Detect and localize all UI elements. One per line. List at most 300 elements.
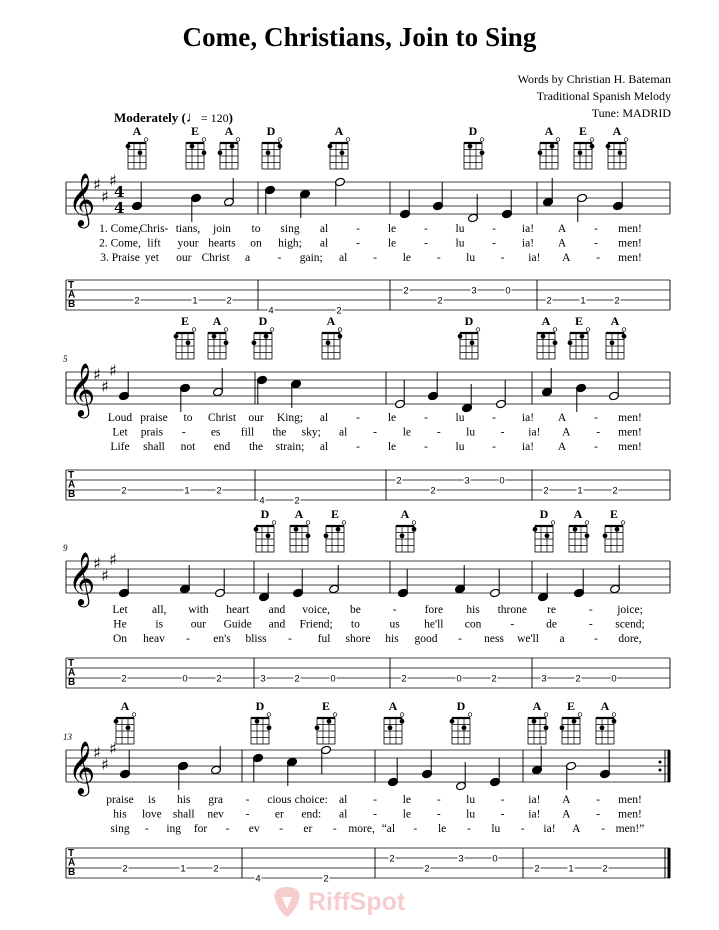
lyric-syllable: al bbox=[319, 441, 329, 453]
lyric-syllable: men! bbox=[618, 252, 642, 264]
tab-fret-number: 4 bbox=[268, 305, 274, 317]
tab-fret-number: 3 bbox=[541, 673, 547, 685]
finger-dot bbox=[324, 533, 329, 538]
chord-diagram bbox=[254, 507, 276, 552]
time-signature-bottom: 4 bbox=[114, 199, 125, 217]
lyric-syllable: Christ bbox=[201, 252, 230, 264]
lyric-syllable: heav bbox=[143, 633, 165, 645]
chord-diagram bbox=[574, 124, 594, 169]
tab-fret-number: 1 bbox=[577, 485, 583, 497]
chord-name: A bbox=[544, 124, 554, 138]
lyric-syllable: for bbox=[193, 823, 208, 835]
lyric-syllable: join bbox=[213, 223, 231, 235]
finger-dot bbox=[255, 719, 260, 724]
tab-fret-number: 2 bbox=[534, 863, 540, 875]
lyric-syllable: al bbox=[319, 223, 329, 235]
sharp-icon: ♯ bbox=[109, 171, 117, 190]
finger-dot bbox=[326, 340, 331, 345]
lyric-syllable: to bbox=[183, 412, 193, 424]
tab-fret-number: 0 bbox=[182, 673, 188, 685]
lyric-syllable: - bbox=[520, 823, 525, 835]
lyric-syllable: King; bbox=[276, 412, 304, 424]
finger-dot bbox=[610, 340, 615, 345]
lyric-syllable: high; bbox=[278, 237, 302, 250]
finger-dot bbox=[212, 334, 217, 339]
measure-number: 13 bbox=[63, 732, 72, 742]
tab-staff bbox=[66, 848, 670, 884]
tab-fret-number: 2 bbox=[216, 485, 222, 497]
lyric-syllable: shall bbox=[143, 441, 165, 453]
lyric-syllable: is bbox=[155, 618, 164, 631]
tab-fret-number: 2 bbox=[216, 673, 222, 685]
chord-name: A bbox=[532, 699, 542, 713]
chord-diagram bbox=[606, 124, 628, 169]
lyric-syllable: sing bbox=[110, 823, 130, 835]
finger-dot bbox=[412, 527, 417, 532]
lyric-syllable: - bbox=[424, 412, 428, 424]
lyric-syllable: - bbox=[392, 604, 397, 616]
lyric-syllable: - bbox=[500, 808, 505, 821]
chord-name: E bbox=[609, 507, 619, 521]
tab-fret-number: 2 bbox=[121, 673, 127, 685]
chord-name: A bbox=[400, 507, 410, 521]
chord-diagram bbox=[114, 699, 136, 744]
chord-diagram bbox=[528, 699, 548, 744]
open-string-marker bbox=[412, 521, 416, 525]
finger-dot bbox=[186, 340, 191, 345]
lyric-syllable: lu bbox=[466, 794, 476, 806]
lyric-syllable: - bbox=[500, 426, 505, 439]
lyric-syllable: sky; bbox=[301, 426, 321, 439]
chord-name: A bbox=[573, 507, 583, 521]
tempo-bpm: = 120 bbox=[200, 111, 229, 125]
lyric-syllable: men! bbox=[618, 223, 642, 235]
lyric-syllable: - bbox=[225, 823, 230, 835]
chord-diagram bbox=[538, 124, 560, 169]
chord-diagram bbox=[328, 124, 350, 169]
tab-fret-number: 3 bbox=[260, 673, 266, 685]
finger-dot bbox=[340, 150, 345, 155]
finger-dot bbox=[618, 150, 623, 155]
tab-fret-number: 3 bbox=[464, 475, 470, 487]
system-2 bbox=[63, 314, 670, 506]
chord-name: A bbox=[600, 699, 610, 713]
lyric-syllable: good bbox=[414, 633, 438, 645]
lyric-syllable: - bbox=[594, 441, 598, 453]
open-string-marker bbox=[612, 713, 616, 717]
repeat-dot bbox=[659, 761, 662, 764]
lyric-syllable: to bbox=[251, 223, 261, 235]
finger-dot bbox=[388, 725, 393, 730]
chord-diagram bbox=[251, 699, 271, 744]
finger-dot bbox=[126, 144, 131, 149]
open-string-marker bbox=[544, 713, 548, 717]
lyric-syllable: al bbox=[338, 426, 348, 439]
chord-diagram bbox=[606, 314, 626, 359]
open-string-marker bbox=[278, 138, 282, 142]
finger-dot bbox=[306, 533, 311, 538]
sharp-icon: ♯ bbox=[93, 554, 101, 573]
measure-number: 9 bbox=[63, 543, 68, 553]
lyric-syllable: con bbox=[464, 618, 482, 631]
lyric-syllable: us bbox=[389, 618, 400, 631]
lyric-syllable: cious bbox=[267, 794, 292, 806]
lyric-syllable: al bbox=[319, 412, 329, 424]
tempo-label: Moderately bbox=[114, 110, 179, 125]
lyric-syllable: - bbox=[144, 823, 149, 835]
open-string-marker bbox=[468, 713, 472, 717]
lyric-syllable: and bbox=[268, 618, 286, 631]
tab-clef-letter: A bbox=[68, 667, 76, 679]
lyric-syllable: Life bbox=[110, 441, 130, 453]
lyric-syllable: - bbox=[181, 426, 186, 439]
chord-name: D bbox=[539, 507, 549, 521]
lyric-syllable: not bbox=[180, 441, 196, 453]
lyric-syllable: hearts bbox=[208, 237, 236, 250]
chord-name: E bbox=[190, 124, 200, 138]
tab-fret-number: 0 bbox=[611, 673, 617, 685]
finger-dot bbox=[533, 527, 538, 532]
finger-dot bbox=[267, 725, 272, 730]
lyric-syllable: Let bbox=[112, 604, 128, 616]
chord-diagram bbox=[464, 124, 484, 169]
tab-fret-number: 2 bbox=[121, 485, 127, 497]
lyric-syllable: ia! bbox=[521, 237, 535, 250]
finger-dot bbox=[336, 527, 341, 532]
tab-fret-number: 2 bbox=[336, 305, 342, 317]
lyric-syllable: to bbox=[350, 618, 360, 631]
tab-fret-number: 2 bbox=[612, 485, 618, 497]
lyric-syllable: - bbox=[424, 441, 428, 453]
treble-clef-icon: 𝄞 bbox=[68, 172, 96, 226]
sharp-icon: ♯ bbox=[109, 361, 117, 380]
open-string-marker bbox=[267, 713, 271, 717]
chord-diagram bbox=[560, 699, 582, 744]
tab-fret-number: 2 bbox=[323, 873, 329, 885]
lyric-syllable: er bbox=[303, 823, 313, 835]
chord-diagram bbox=[290, 507, 310, 552]
chord-name: D bbox=[266, 124, 276, 138]
lyric-syllable: le bbox=[402, 808, 412, 821]
tab-clef-letter: B bbox=[68, 299, 76, 310]
tab-clef-letter: B bbox=[68, 677, 76, 688]
chord-name: D bbox=[464, 314, 474, 328]
lyric-syllable: - bbox=[277, 252, 282, 264]
lyric-syllable: ia! bbox=[528, 252, 541, 264]
lyric-syllable: - bbox=[492, 412, 496, 424]
open-string-marker bbox=[346, 138, 350, 142]
open-string-marker bbox=[342, 521, 346, 525]
chord-name: D bbox=[255, 699, 265, 713]
lyric-syllable: end: bbox=[301, 808, 322, 821]
lyric-syllable: men! bbox=[618, 426, 642, 439]
chord-diagram bbox=[324, 507, 346, 552]
lyric-syllable: on bbox=[250, 237, 262, 250]
lyric-syllable: A bbox=[562, 426, 571, 439]
lyric-syllable: ia! bbox=[528, 426, 541, 439]
system-4 bbox=[63, 699, 670, 884]
lyric-syllable: - bbox=[594, 223, 598, 235]
lyric-syllable: dore, bbox=[618, 633, 642, 645]
lyric-syllable: lu bbox=[455, 412, 465, 424]
finger-dot bbox=[400, 533, 405, 538]
lyric-syllable: A bbox=[572, 823, 581, 835]
lyric-syllable: throne bbox=[497, 604, 528, 616]
tab-staff bbox=[66, 658, 670, 688]
lyric-syllable: - bbox=[332, 823, 337, 835]
lyric-syllable: strain; bbox=[275, 441, 305, 453]
open-string-marker bbox=[192, 328, 196, 332]
lyric-syllable: 2. Come, bbox=[99, 237, 141, 250]
lyric-syllable: 1. Come, bbox=[99, 223, 141, 235]
music-staff bbox=[66, 171, 670, 228]
tab-fret-number: 1 bbox=[580, 295, 586, 307]
finger-dot bbox=[190, 144, 195, 149]
finger-dot bbox=[224, 340, 229, 345]
lyric-syllable: our bbox=[248, 412, 264, 424]
lyric-syllable: - bbox=[424, 237, 428, 250]
finger-dot bbox=[590, 144, 595, 149]
lyric-syllable: choice: bbox=[294, 794, 328, 806]
finger-dot bbox=[462, 725, 467, 730]
lyric-syllable: - bbox=[186, 633, 190, 645]
tab-clef-letter: A bbox=[68, 289, 76, 301]
open-string-marker bbox=[551, 521, 555, 525]
lyric-syllable: his bbox=[466, 604, 480, 616]
tab-clef-letter: B bbox=[68, 867, 76, 878]
tab-fret-number: 2 bbox=[396, 475, 402, 487]
sharp-icon: ♯ bbox=[101, 755, 109, 774]
finger-dot bbox=[532, 719, 537, 724]
chord-name: E bbox=[566, 699, 576, 713]
tab-staff bbox=[66, 470, 670, 506]
finger-dot bbox=[480, 150, 485, 155]
open-string-marker bbox=[272, 521, 276, 525]
tab-fret-number: 2 bbox=[294, 673, 300, 685]
finger-dot bbox=[541, 334, 546, 339]
tab-fret-number: 0 bbox=[492, 853, 498, 865]
chord-name: E bbox=[180, 314, 190, 328]
lyric-syllable: le bbox=[402, 794, 412, 806]
tab-clef-letter: B bbox=[68, 489, 76, 500]
chord-name: D bbox=[468, 124, 478, 138]
lyric-syllable: his bbox=[113, 808, 127, 821]
chord-diagram bbox=[384, 699, 404, 744]
finger-dot bbox=[603, 533, 608, 538]
quarter-note-icon: ♩ bbox=[185, 110, 201, 126]
lyric-syllable: de bbox=[546, 618, 557, 631]
tab-fret-number: 2 bbox=[122, 863, 128, 875]
lyric-syllable: ev bbox=[248, 823, 260, 835]
finger-dot bbox=[568, 340, 573, 345]
tab-fret-number: 1 bbox=[180, 863, 186, 875]
lyric-syllable: A bbox=[557, 412, 567, 424]
lyric-syllable: be bbox=[349, 604, 361, 616]
chord-name: A bbox=[120, 699, 130, 713]
open-string-marker bbox=[622, 328, 626, 332]
chord-name: A bbox=[326, 314, 336, 328]
lyric-syllable: A bbox=[562, 252, 571, 264]
lyric-syllable: - bbox=[436, 794, 441, 806]
lyric-syllable: al bbox=[338, 794, 348, 806]
lyric-syllable: al bbox=[319, 237, 329, 250]
open-string-marker bbox=[624, 138, 628, 142]
open-string-marker bbox=[236, 138, 240, 142]
lyric-syllable: lu bbox=[455, 237, 465, 250]
chord-name: A bbox=[612, 124, 622, 138]
music-staff bbox=[66, 361, 670, 418]
lyric-syllable: - bbox=[436, 252, 441, 264]
lyric-syllable: le bbox=[437, 823, 447, 835]
lyric-syllable: Chris- bbox=[139, 223, 169, 235]
lyric-syllable: is bbox=[148, 794, 156, 806]
tune-credit: Tune: MADRID bbox=[591, 106, 671, 120]
finger-dot bbox=[615, 527, 620, 532]
chord-diagram bbox=[252, 314, 274, 359]
chord-name: E bbox=[578, 124, 588, 138]
lyric-syllable: le bbox=[387, 237, 397, 250]
tab-fret-number: 0 bbox=[505, 285, 511, 297]
lyric-syllable: A bbox=[562, 794, 571, 806]
system-3 bbox=[63, 507, 670, 688]
chord-diagram bbox=[603, 507, 625, 552]
open-string-marker bbox=[585, 521, 589, 525]
finger-dot bbox=[545, 533, 550, 538]
chord-name: A bbox=[224, 124, 234, 138]
lyric-syllable: praise bbox=[140, 412, 168, 424]
finger-dot bbox=[202, 150, 207, 155]
sharp-icon: ♯ bbox=[101, 187, 109, 206]
chord-diagram bbox=[126, 124, 148, 169]
chord-name: A bbox=[541, 314, 551, 328]
lyric-syllable: lu bbox=[455, 441, 465, 453]
lyric-syllable: - bbox=[245, 808, 250, 821]
open-string-marker bbox=[132, 713, 136, 717]
lyric-syllable: Christ bbox=[207, 412, 237, 424]
lyric-syllable: - bbox=[596, 794, 601, 806]
tab-clef-letter: T bbox=[68, 280, 75, 291]
finger-dot bbox=[538, 150, 543, 155]
finger-dot bbox=[400, 719, 405, 724]
lyric-syllable: - bbox=[436, 426, 441, 439]
lyric-syllable: - bbox=[492, 237, 496, 250]
lyric-syllable: fill bbox=[240, 426, 255, 439]
finger-dot bbox=[338, 334, 343, 339]
finger-dot bbox=[578, 150, 583, 155]
tab-fret-number: 2 bbox=[401, 673, 407, 685]
tab-clef-letter: A bbox=[68, 479, 76, 491]
finger-dot bbox=[328, 144, 333, 149]
lyric-syllable: - bbox=[510, 618, 515, 631]
finger-dot bbox=[315, 725, 320, 730]
sharp-icon: ♯ bbox=[93, 743, 101, 762]
chord-diagram bbox=[186, 124, 206, 169]
lyric-syllable: praise bbox=[106, 794, 134, 806]
lyric-syllable: a bbox=[559, 633, 565, 645]
lyric-syllable: his bbox=[385, 633, 399, 645]
riffspot-logo bbox=[272, 882, 452, 922]
tab-clef-letter: T bbox=[68, 848, 75, 859]
tab-fret-number: 1 bbox=[568, 863, 574, 875]
lyric-syllable: men! bbox=[618, 808, 642, 821]
lyric-syllable: - bbox=[436, 808, 441, 821]
finger-dot bbox=[550, 144, 555, 149]
lyric-syllable: fore bbox=[424, 604, 444, 616]
music-staff bbox=[66, 739, 670, 796]
lyric-syllable: - bbox=[356, 237, 360, 250]
lyric-syllable: gain; bbox=[299, 252, 323, 264]
lyric-syllable: - bbox=[594, 412, 598, 424]
lyric-syllable: lu bbox=[466, 426, 476, 439]
chord-diagram bbox=[218, 124, 240, 169]
lyric-syllable: Let bbox=[112, 426, 128, 439]
lyric-syllable: yet bbox=[144, 252, 159, 264]
lyric-syllable: - bbox=[373, 426, 377, 439]
lyric-syllable: - bbox=[596, 252, 601, 264]
chord-name: A bbox=[388, 699, 398, 713]
lyric-syllable: scend; bbox=[615, 618, 645, 631]
tab-fret-number: 2 bbox=[294, 495, 300, 507]
open-string-marker bbox=[144, 138, 148, 142]
lyric-syllable: - bbox=[467, 823, 471, 835]
lyric-syllable: - bbox=[500, 794, 505, 806]
lyric-syllable: en's bbox=[213, 633, 231, 645]
finger-dot bbox=[600, 725, 605, 730]
treble-clef-icon: 𝄞 bbox=[68, 740, 96, 794]
tab-fret-number: 3 bbox=[471, 285, 477, 297]
finger-dot bbox=[264, 334, 269, 339]
chord-name: D bbox=[258, 314, 268, 328]
chord-diagram bbox=[315, 699, 337, 744]
lyric-syllable: On bbox=[112, 633, 128, 645]
lyric-syllable: his bbox=[177, 794, 191, 806]
chord-diagram bbox=[450, 699, 472, 744]
chord-diagram bbox=[322, 314, 342, 359]
lyric-syllable: Guide bbox=[223, 618, 252, 631]
lyric-syllable: - bbox=[588, 604, 593, 616]
lyric-syllable: lu bbox=[491, 823, 501, 835]
lyric-syllable: 3. Praise bbox=[100, 252, 140, 264]
lyric-syllable: - bbox=[356, 441, 360, 453]
open-string-marker bbox=[400, 713, 404, 717]
lyric-syllable: ia! bbox=[521, 223, 535, 235]
lyric-syllable: le bbox=[387, 441, 397, 453]
sharp-icon: ♯ bbox=[101, 377, 109, 396]
lyric-syllable: end bbox=[213, 441, 231, 453]
guitar-pick-icon bbox=[272, 885, 302, 919]
lyric-syllable: ia! bbox=[521, 412, 535, 424]
lyric-syllable: al bbox=[338, 252, 348, 264]
chord-name: E bbox=[321, 699, 331, 713]
tab-fret-number: 4 bbox=[255, 873, 261, 885]
open-string-marker bbox=[224, 328, 228, 332]
tab-staff bbox=[66, 280, 670, 316]
finger-dot bbox=[573, 527, 578, 532]
lyric-syllable: ia! bbox=[528, 794, 541, 806]
tab-fret-number: 2 bbox=[491, 673, 497, 685]
tab-clef-letter: T bbox=[68, 658, 75, 669]
tab-fret-number: 3 bbox=[458, 853, 464, 865]
finger-dot bbox=[458, 334, 463, 339]
lyric-syllable: love bbox=[141, 808, 162, 821]
tab-fret-number: 1 bbox=[192, 295, 198, 307]
lyric-syllable: A bbox=[562, 808, 571, 821]
lyric-syllable: le bbox=[402, 426, 412, 439]
tab-fret-number: 2 bbox=[602, 863, 608, 875]
song-title: Come, Christians, Join to Sing bbox=[182, 22, 537, 52]
lyric-syllable: - bbox=[596, 808, 601, 821]
sharp-icon: ♯ bbox=[93, 175, 101, 194]
